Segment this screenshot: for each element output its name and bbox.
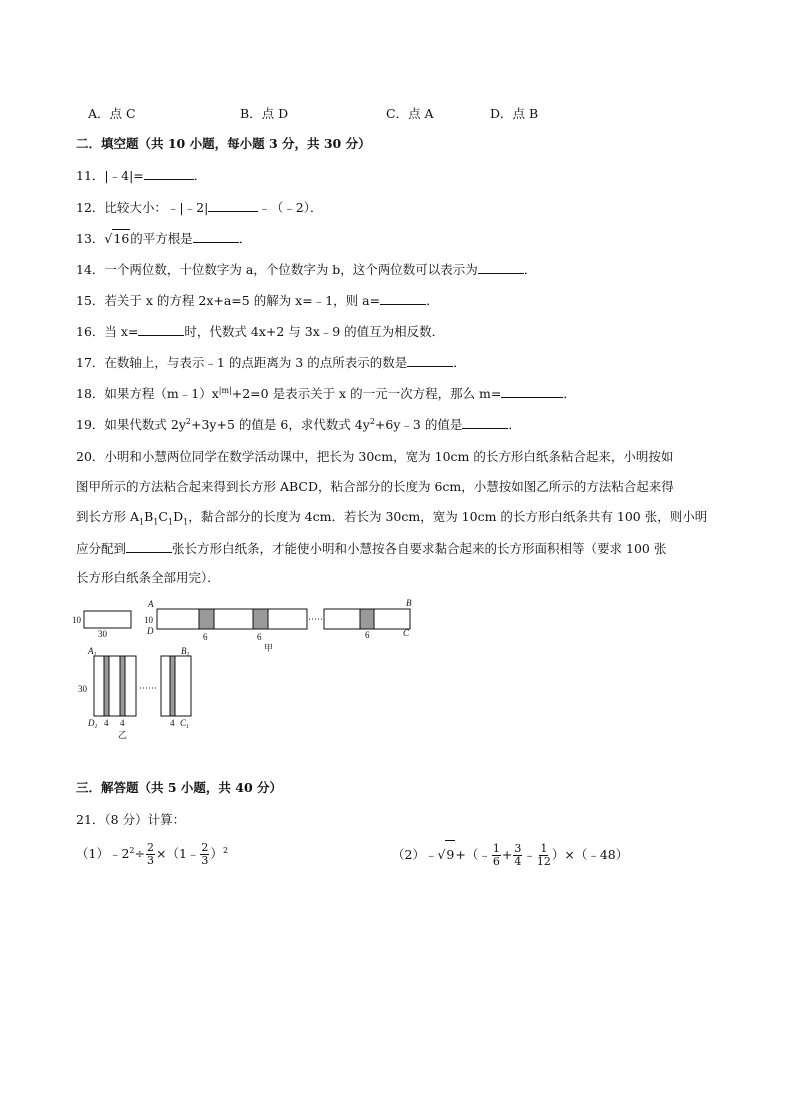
plus-sign: + — [501, 847, 513, 862]
q15-text: 15．若关于 x 的方程 2x+a=5 的解为 x=﹣1，则 a= — [76, 293, 381, 308]
q19-text: 19．如果代数式 2y — [76, 417, 186, 432]
q21-part-1 — [76, 840, 228, 868]
label-b1: $B_1$ — [181, 646, 190, 658]
q18-text: 18．如果方程（m﹣1）x — [76, 386, 219, 401]
overlap-label-1: 6 — [203, 632, 208, 642]
yi-height: 30 — [78, 684, 87, 694]
yi-overlap-label-2: 4 — [120, 718, 125, 728]
jia-overlap-3 — [360, 609, 374, 629]
question-14 — [76, 260, 536, 279]
q13-text: 的平方根是 — [130, 231, 193, 246]
answer-blank-11[interactable] — [144, 166, 194, 180]
q19-text-3: +6y﹣3 的值是 — [374, 417, 463, 432]
yi-overlap-label-3: 4 — [170, 718, 175, 728]
q17-text: 17．在数轴上，与表示﹣1 的点距离为 3 的点所表示的数是 — [76, 355, 408, 370]
q17-end: ． — [453, 355, 466, 370]
question-19 — [76, 415, 521, 434]
single-strip-width: 10 — [72, 615, 81, 625]
fraction-1-12 — [537, 843, 551, 868]
divide-icon: ÷ — [134, 846, 145, 861]
q16-end: 时，代数式 4x+2 与 3x﹣9 的值互为相反数． — [184, 324, 445, 339]
label-c1: $C_1$ — [180, 718, 190, 730]
answer-blank-19[interactable] — [462, 415, 508, 429]
answer-blank-15[interactable] — [380, 291, 426, 305]
q20-sub-4: 1 — [183, 517, 189, 527]
q21-p1-pre: （1）﹣2 — [76, 846, 130, 861]
label-c: C — [403, 628, 410, 638]
sqrt-sign-icon: √ — [437, 847, 446, 862]
overlap-label-2: 6 — [257, 632, 262, 642]
frac-den: 3 — [201, 854, 209, 867]
frac-den: 3 — [146, 854, 154, 867]
jia-overlap-1 — [199, 609, 214, 629]
yi-overlap-1 — [104, 656, 109, 716]
q20-l3e: ，黏合部分的长度为 4cm．若长为 30cm，宽为 10cm 的长方形白纸条共有 100 张，则小明 — [188, 509, 708, 524]
answer-blank-13[interactable] — [193, 229, 239, 243]
q20-l4a: 应分配到 — [76, 541, 127, 556]
q21-p2-pre: （2）﹣ — [392, 847, 438, 862]
answer-blank-18[interactable] — [501, 384, 563, 398]
q21-p2-end: ）×（﹣48） — [551, 847, 629, 862]
q21-p2-mid: +（﹣ — [455, 847, 491, 862]
q20-sub-2: 1 — [153, 517, 159, 527]
q19-exp-1: 2 — [185, 416, 191, 426]
question-11 — [76, 166, 206, 185]
jia-strip-segment-1 — [157, 609, 307, 629]
frac-num: 1 — [492, 842, 500, 855]
option-d: D．点 B — [490, 106, 539, 121]
q20-sub-1: 1 — [139, 517, 145, 527]
caption-yi: 乙 — [118, 730, 128, 740]
q12-end: ﹣（﹣2）． — [258, 200, 323, 215]
caption-jia: 甲 — [264, 643, 274, 653]
fraction-2-3 — [146, 842, 155, 867]
q19-end: ． — [508, 417, 521, 432]
q14-end: ． — [523, 262, 537, 277]
question-12 — [76, 198, 323, 217]
frac-den: 6 — [492, 855, 500, 868]
label-b: B — [406, 598, 412, 608]
yi-overlap-3 — [170, 656, 175, 716]
q21-p1-exp: 2 — [129, 845, 135, 855]
fraction-3-4 — [513, 843, 522, 868]
q16-text: 16．当 x= — [76, 324, 139, 339]
label-d1: $D_1$ — [88, 718, 98, 730]
q20-line-1: 20．小明和小慧两位同学在数学活动课中，把长为 30cm，宽为 10cm 的长方形白纸条粘合起来，小明按如 — [76, 449, 674, 464]
q19-text-2: +3y+5 的值是 6，求代数式 4y — [191, 417, 370, 432]
q21-p1-mid: ×（1﹣ — [155, 846, 200, 861]
fraction-1-6 — [492, 843, 501, 868]
q13-end: ． — [238, 231, 252, 246]
q20-l3b: B — [144, 509, 154, 524]
option-a: A．点 C — [88, 106, 136, 121]
question-13 — [76, 229, 251, 248]
frac-num: 2 — [146, 841, 154, 854]
q21-p1-end: ） — [210, 846, 223, 861]
minus-sign: ﹣ — [523, 847, 536, 862]
q13-num: 13． — [76, 231, 105, 246]
frac-num: 3 — [514, 842, 522, 855]
q18-exponent: |m| — [218, 385, 232, 395]
section-title-fill-blank: 二．填空题（共 10 小题，每小题 3 分，共 30 分） — [76, 136, 371, 151]
q18-text-2: +2=0 是表示关于 x 的一元一次方程，那么 m= — [231, 386, 502, 401]
frac-num: 1 — [540, 842, 548, 855]
yi-strip-group-1 — [94, 656, 136, 716]
q20-l4b: 张长方形白纸条，才能使小明和小慧按各自要求黏合起来的长方形面积相等（要求 100 张 — [172, 541, 667, 556]
answer-blank-16[interactable] — [138, 322, 184, 336]
q20-l3d: D — [173, 509, 184, 524]
q18-end: ． — [563, 386, 576, 401]
answer-blank-17[interactable] — [407, 353, 453, 367]
frac-num: 2 — [201, 841, 209, 854]
q11-text: 11．|﹣4|= — [76, 168, 144, 183]
q13-radicand: 16 — [113, 231, 130, 246]
overlap-label-3: 6 — [365, 630, 370, 640]
q20-line-3 — [76, 508, 707, 526]
q21-p2-radicand: 9 — [445, 840, 455, 869]
q20-l3a: 到长方形 A — [76, 509, 140, 524]
single-strip-length: 30 — [98, 629, 107, 639]
q21-part-2 — [392, 840, 628, 869]
sqrt-sign-icon: √ — [104, 231, 113, 246]
section-title-solve: 三．解答题（共 5 小题，共 40 分） — [76, 780, 283, 795]
option-c: C．点 A — [386, 106, 434, 121]
answer-blank-12[interactable] — [208, 198, 258, 212]
yi-overlap-2 — [120, 656, 125, 716]
q12-text: 12．比较大小：﹣|﹣2| — [76, 200, 209, 215]
yi-strip-group-2 — [161, 656, 191, 716]
q20-line-5: 长方形白纸条全部用完）． — [76, 570, 220, 585]
question-16 — [76, 322, 444, 341]
question-17 — [76, 353, 466, 372]
q15-end: ． — [426, 293, 439, 308]
frac-den: 4 — [514, 855, 522, 868]
jia-height: 10 — [144, 615, 153, 625]
label-a: A — [148, 599, 154, 609]
frac-den: 12 — [536, 855, 551, 868]
question-15 — [76, 291, 439, 310]
label-a1: $A_1$ — [88, 646, 97, 658]
jia-overlap-2 — [253, 609, 268, 629]
option-b: B．点 D — [240, 106, 289, 121]
q20-line-2: 图甲所示的方法粘合起来得到长方形 ABCD，粘合部分的长度为 6cm，小慧按如图乙所示的方法粘合起来得 — [76, 479, 674, 494]
q11-end: ． — [193, 168, 207, 183]
q19-exp-2: 2 — [369, 416, 375, 426]
q20-figure — [60, 596, 420, 742]
q20-sub-3: 1 — [167, 517, 174, 527]
q20-l3c: C — [158, 509, 168, 524]
q20-line-4 — [76, 539, 666, 558]
q21-p1-exp2: 2 — [222, 845, 229, 855]
question-21-title: 21．（8 分）计算： — [76, 812, 186, 827]
label-d: D — [147, 626, 154, 636]
fraction-2-3-b — [200, 842, 209, 867]
yi-overlap-label-1: 4 — [104, 718, 109, 728]
question-18 — [76, 384, 576, 403]
single-strip-rect — [84, 611, 131, 628]
answer-blank-20[interactable] — [126, 539, 172, 553]
answer-blank-14[interactable] — [478, 260, 524, 274]
q14-text: 14．一个两位数，十位数字为 a，个位数字为 b，这个两位数可以表示为 — [76, 262, 478, 277]
